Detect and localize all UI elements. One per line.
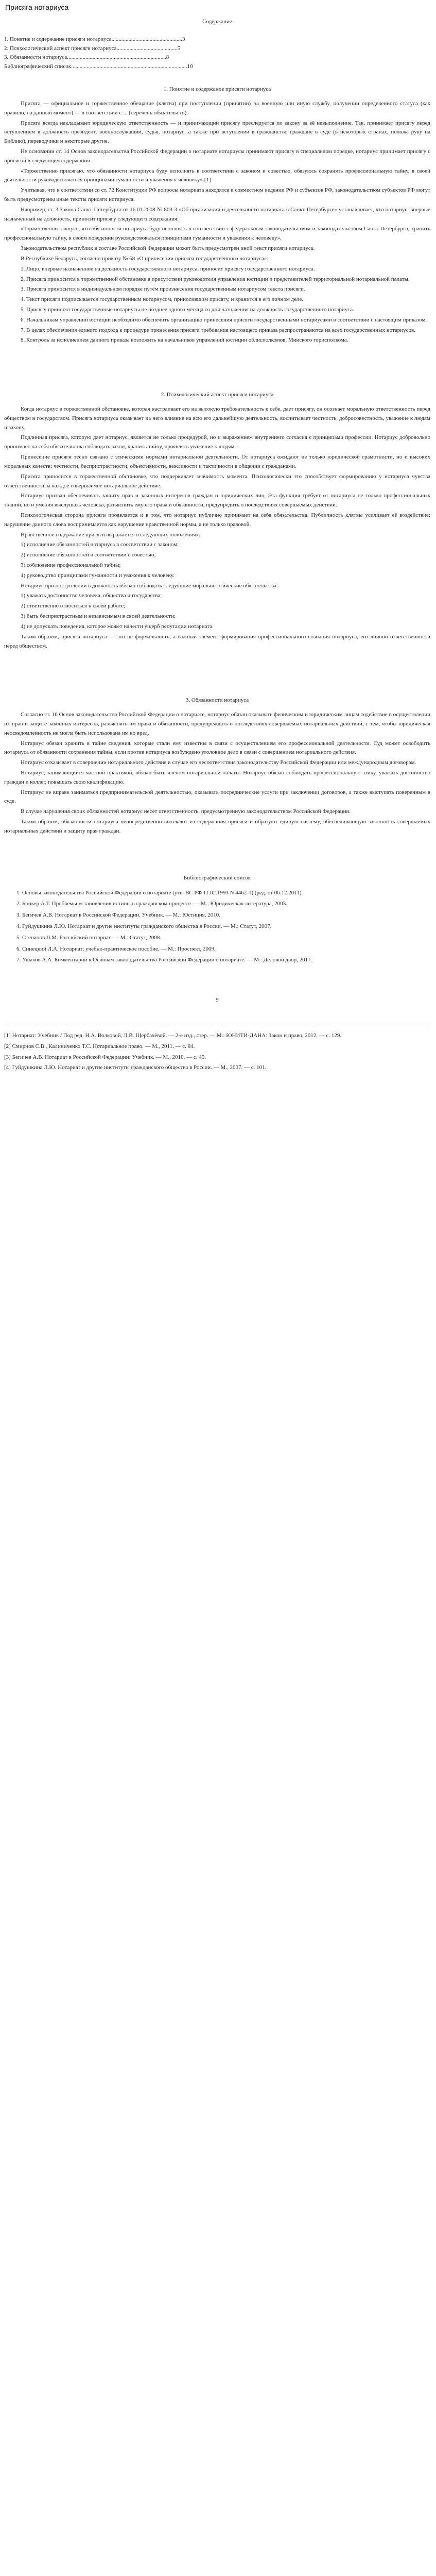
paragraph: Подлинная присяга, которую дает нотариус, является не только процедурой, но и выражением внутреннего согласия с принципами профессии. Нотариус добровольно принимает на себя обязательства соблюдать закон, хранить тайну, проявлять уважение к людям.	[4, 434, 430, 450]
section-body	[4, 99, 430, 345]
paragraph: Присяга всегда накладывает юридическую ответственность — и принимающий присягу преследуется по закону за её невыполнение. Так, принимает присягу перед вступлением в должность президент, военнослужащий, судья, нотариус, а также при вступлении в гражданство граждане в суде (в некоторых странах, положа руку на Библию), переводчики и некоторые другие.	[4, 120, 430, 145]
paragraph: Нотариус, занимающийся частной практикой, обязан быть членом нотариальной палаты. Нотариус обязан соблюдать профессиональную этику, уважать достоинство граждан и коллег, повышать свою квалификацию.	[4, 770, 430, 785]
toc-heading: Содержание	[202, 19, 232, 25]
bibliography-item: 3. Бегичев А.В. Нотариат в Российской Федерации. Учебник. — М.: Юстиция, 2010.	[16, 912, 220, 919]
paragraph: Нотариус призван обеспечивать защиту прав и законных интересов граждан и юридических лиц. Эта функция требует от нотариуса не только профессиональных знаний, но и умения выслушать человека, разъяснить ему его права и обязанности, предупредить о последствиях совершаемых действий.	[4, 493, 430, 509]
paragraph: Нотариус при поступлении в должность обязан соблюдать следующие морально-этические обязательства:	[21, 582, 278, 589]
bibliography-item: 1. Основы законодательства Российской Федерации о нотариате (утв. ВС РФ 11.02.1993 N 4462-1) (ред. от 06.12.2011).	[16, 889, 303, 896]
paragraph: 2. Присяга приносится в торжественной обстановке в присутствии руководителя управления юстиции и представителей территориальной нотариальной палаты.	[21, 276, 410, 282]
paragraph: 4. Текст присяги подписывается государственным нотариусом, приносившим присягу, и хранится в его личном деле.	[21, 296, 304, 303]
paragraph: 3) соблюдение профессиональной тайны;	[21, 562, 121, 568]
bibliography-heading: Библиографический список	[183, 874, 251, 881]
paragraph: 3) быть беспристрастным и независимым в своей деятельности;	[21, 613, 176, 620]
paragraph: 1. Лицо, впервые назначенное на должность государственного нотариуса, приносит присягу государственного нотариуса.	[21, 265, 315, 272]
toc-item: 1. Понятие и содержание присяги нотариуса..................................................3	[4, 36, 185, 42]
paragraph: Присяга приносится в торжественной обстановке, что подчеркивает значимость момента. Психологически это способствует формированию у нотариуса чувства ответственности за каждое совершаемое нотариальное действие.	[4, 473, 430, 489]
paragraph: 7. В целях обеспечения единого подхода к процедуре принесения присяги требования настоящего приказа распространяются на всех государственных нотариусов.	[21, 327, 416, 333]
paragraph: Когда нотариус в торжественной обстановке, которая настраивает его на высокую требовательность к себе, дает присягу, он осознает моральную ответственность перед обществом и государством. Присяга нотариуса оказывает на него влияние на всю его дальнейшую деятельность, воспитывает честность, добросовестность, уважение к людям и закону.	[4, 406, 430, 431]
paragraph: В Республике Беларусь, согласно приказу № 68 «О принесении присяги государственного нотариуса»:	[21, 255, 269, 262]
paragraph: Не основании ст. 14 Основ законодательства Российской Федерации о нотариате нотариусы принимают присягу в специальном порядке, нотариус принимает присягу с присягой в следующем содержании:	[4, 148, 430, 164]
footnote: [3] Бегичев А.В. Нотариат в Российской Федерации: Учебник. — М., 2010. — с. 45.	[4, 1054, 206, 1060]
table-of-contents	[4, 35, 430, 72]
paragraph: Присяга — официальное и торжественное обещание (клятва) при поступлении (принятии) на военную или иную службу, получении определенного статуса (как правило, на данный момент) — в соответствии с ... (перечень обязательств).	[4, 100, 430, 116]
paragraph: 1) уважать достоинство человека, общества и государства;	[21, 592, 162, 599]
bibliography-item: 4. Гуйдушкина Л.Ю. Нотариат и другие институты гражданского общества в России. — М.: Статут, 2007.	[16, 923, 272, 929]
bibliography-item: 5. Степанов Л.М. Российский нотариат. — М.: Статут, 2008.	[16, 934, 162, 941]
document-page	[4, 13, 430, 1074]
toc-item: Библиографический список..................................................................................10	[4, 63, 193, 70]
bibliography-list	[4, 889, 430, 965]
bibliography-item: 7. Ушаков А.А. Комментарий к Основам законодательства Российской Федерации о нотариате. — М.: Деловой двор, 2011.	[16, 957, 312, 963]
paragraph: Согласно ст. 16 Основ законодательства Российской Федерации о нотариате, нотариус обязан оказывать физическим и юридическим лицам содействие в осуществлении их прав и защите законных интересов, разъяснять им права и обязанности, предупреждать о последствиях совершаемых нотариальных действий, с тем, чтобы юридическая неосведомленность не могла быть использована им во вред.	[4, 711, 430, 736]
paragraph: Принесение присяги тесно связано с этическими нормами нотариальной деятельности. От нотариуса ожидают не только юридической грамотности, но и высоких моральных качеств: честности, беспристрастности, объективности, вежливости и тактичности в общении с гражданами.	[4, 454, 430, 469]
bibliography-item: 2. Бонкер А.Т. Проблемы установления истины в гражданском процессе. — М.: Юридическая литература, 2003.	[16, 901, 287, 907]
paragraph: Например, ст. 3 Закона Санкт-Петербурга от 16.01.2008 № 803-3 «Об организации и деятельности нотариата в Санкт-Петербурге» устанавливает, что нотариус, впервые назначенный на должность, приносит присягу следующего содержания:	[4, 206, 430, 222]
paragraph: Нотариус не вправе заниматься предпринимательской деятельностью, оказывать посреднические услуги при заключении договоров, а также выступать поверенным в суде.	[4, 789, 430, 805]
section-body	[4, 405, 430, 651]
paragraph: Нотариус отказывает в совершении нотариального действия в случае его несоответствия законодательству Российской Федерации или международным договорам.	[21, 759, 416, 766]
paragraph: 1) исполнение обязанностей нотариуса в соответствии с законом;	[21, 541, 179, 548]
paragraph: Таким образом, присяга нотариуса — это не формальность, а важный элемент формирования профессионального сознания нотариуса, его личной ответственности перед обществом.	[4, 633, 430, 649]
paragraph: Нравственное содержание присяги выражается в следующих положениях:	[21, 531, 201, 538]
section-heading: 1. Понятие и содержание присяги нотариуса	[163, 86, 271, 93]
paragraph: 3. Присяга приносится в индивидуальном порядке путём произнесения государственным нотариусом текста присяги.	[21, 286, 305, 293]
section-body	[4, 710, 430, 836]
paragraph: 2) исполнение обязанностей в соответствии с совестью;	[21, 552, 156, 558]
paragraph: Законодательством республик в составе Российской Федерации может быть предусмотрен иной текст присяги нотариуса.	[21, 245, 315, 252]
bibliography-item: 6. Синецкий Л.А. Нотариат: учебно-практическое пособие. — М.: Проспект, 2009.	[16, 945, 216, 952]
paragraph: 2) ответственно относиться к своей работе;	[21, 603, 126, 609]
toc-item: 2. Психологический аспект присяги нотариуса...........................................5	[4, 45, 181, 52]
paragraph: Учитывая, что в соответствии со ст. 72 Конституции РФ вопросы нотариата находятся в совместном ведении РФ и субъектов РФ, законодательством субъектов РФ могут быть предусмотрены иные тексты присяги нотариуса.	[4, 187, 430, 202]
paragraph: «Торжественно присягаю, что обязанности нотариуса буду исполнять в соответствии с законом и совестью, обязуюсь сохранять профессиональную тайну, в своей деятельности руководствоваться принципами гуманности и уважения к человеку».[1]	[4, 167, 430, 183]
paragraph: 5. Присягу приносят государственные нотариусы не позднее одного месяца со дня назначения на должность государственного нотариуса.	[21, 306, 354, 313]
section-heading: 2. Психологический аспект присяги нотариуса	[161, 392, 274, 398]
paragraph: 8. Контроль за исполнением данного приказа возложить на начальников управлений юстиции облисполкомов, Минского горисполкома.	[21, 337, 348, 344]
page-number: 9	[216, 997, 219, 1004]
paragraph: 4) руководство принципами гуманности и уважения к человеку.	[21, 572, 175, 579]
paragraph: Нотариус обязан хранить в тайне сведения, которые стали ему известны в связи с осуществлением его профессиональной деятельности. Суд может освободить нотариуса от обязанности сохранения тайны, если против нотариуса возбуждено уголовное дело в связи с совершением нотариального действия.	[4, 740, 430, 756]
footnote: [1] Нотариат: Учебник / Под ред. Н.А. Волковой, Л.В. Щербачёвой. — 2-е изд., стер. — М.: ЮНИТИ-ДАНА: Закон и право, 2012. — с. 129.	[4, 1032, 342, 1039]
paragraph: 6. Начальникам управлений юстиции необходимо обеспечить организацию принесения присяги государственными нотариусами в соответствии с настоящим приказом.	[21, 316, 427, 323]
paragraph: Психологическая сторона присяги проявляется и в том, что нотариус публично принимает на себя обязательства. Публичность клятвы усиливает её воздействие: нарушение данного слова воспринимается как нарушение нравственной нормы, а не только правовой.	[4, 512, 430, 528]
paragraph: «Торжественно клянусь, что обязанности нотариуса буду исполнять в соответствии с федеральным законодательством и законодательством Санкт-Петербурга, хранить профессиональную тайну, в своем поведении руководствоваться принципами гуманности и уважения к человеку».	[4, 226, 430, 242]
paragraph: 4) не допускать поведения, которое может нанести ущерб репутации нотариата.	[21, 623, 214, 630]
footnotes	[4, 1031, 430, 1073]
paragraph: Таким образом, обязанности нотариуса непосредственно вытекают из содержания присяги и образуют единую систему, обеспечивающую законность совершаемых нотариальных действий и защиту прав граждан.	[4, 819, 430, 834]
section-heading: 3. Обязанности нотариуса	[185, 697, 249, 704]
document-title: Присяга нотариуса	[5, 3, 69, 11]
footnote: [4] Гуйдушкина Л.Ю. Нотариат и другие институты гражданского общества в России. — М., 2007. — с. 101.	[4, 1064, 267, 1071]
toc-item: 3. Обязанности нотариуса......................................................................8	[4, 54, 169, 61]
paragraph: В случае нарушения своих обязанностей нотариус несет ответственность, предусмотренную законодательством Российской Федерации.	[21, 808, 351, 815]
footnote: [2] Смирнов С.В., Калиниченко Т.С. Нотариальное право. — М., 2011. — с. 84.	[4, 1043, 195, 1049]
